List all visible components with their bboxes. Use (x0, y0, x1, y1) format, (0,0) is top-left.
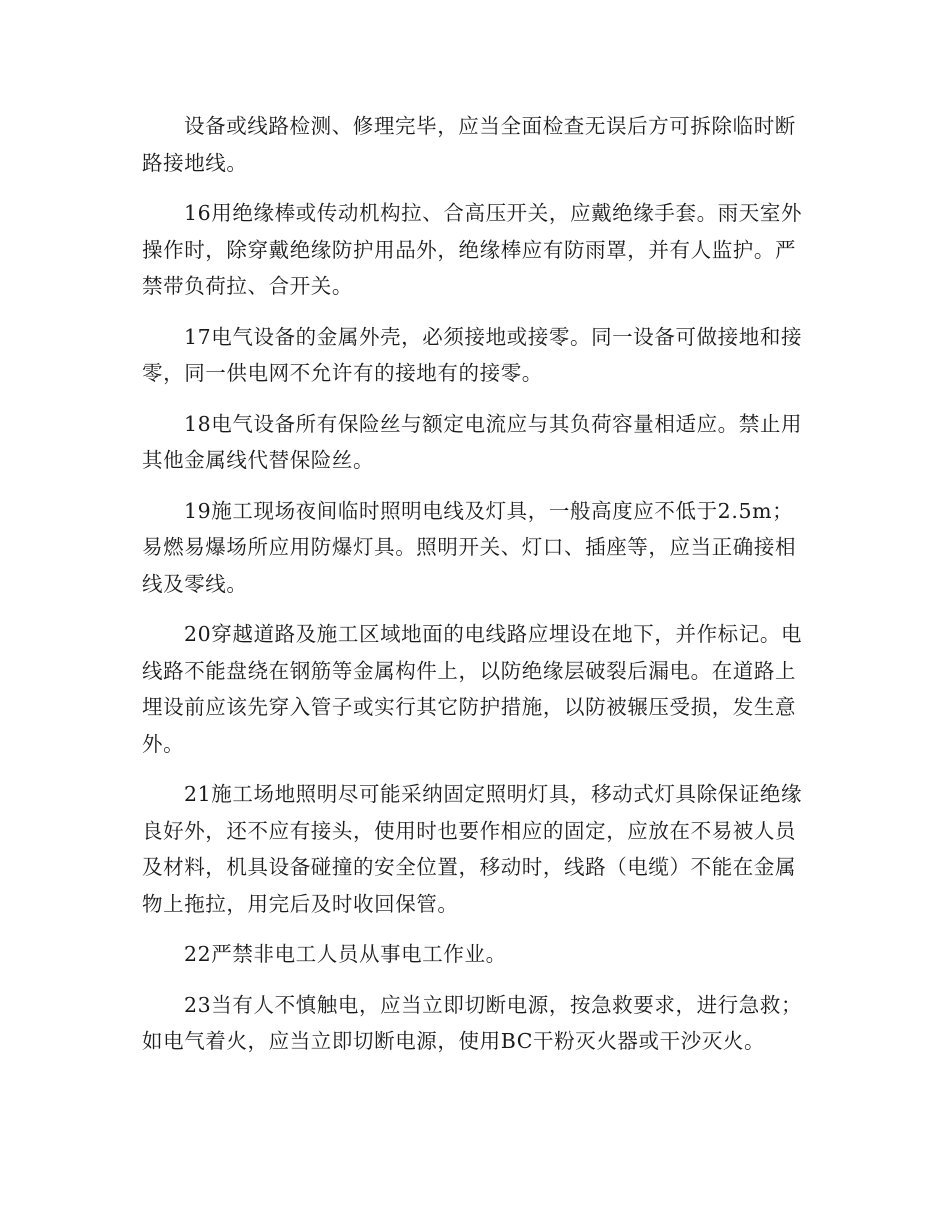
paragraph-16: 16用绝缘棒或传动机构拉、合高压开关，应戴绝缘手套。雨天室外操作时，除穿戴绝缘防护用品外，绝缘棒应有防雨罩，并有人监护。严禁带负荷拉、合开关。 (142, 201, 803, 298)
paragraph-21: 21施工场地照明尽可能采纳固定照明灯具，移动式灯具除保证绝缘良好外，还不应有接头，使用时也要作相应的固定，应放在不易被人员及材料，机具设备碰撞的安全位置，移动时，线路（电缆）不能在金属物上拖拉，用完后及时收回保管。 (142, 782, 803, 916)
paragraph-1: 设备或线路检测、修理完毕，应当全面检查无误后方可拆除临时断路接地线。 (142, 114, 796, 175)
paragraph-20: 20穿越道路及施工区域地面的电线路应埋设在地下，并作标记。电线路不能盘绕在钢筋等金属构件上，以防绝缘层破裂后漏电。在道路上埋设前应该先穿入管子或实行其它防护措施，以防被辗压受损，发生意外。 (142, 622, 803, 756)
paragraph-19: 19施工现场夜间临时照明电线及灯具，一般高度应不低于2.5m；易燃易爆场所应用防爆灯具。照明开关、灯口、插座等，应当正确接相线及零线。 (142, 498, 797, 596)
document-body (142, 108, 812, 1074)
paragraph-17: 17电气设备的金属外壳，必须接地或接零。同一设备可做接地和接零，同一供电网不允许有的接地有的接零。 (142, 324, 803, 385)
paragraph-23: 23当有人不慎触电，应当立即切断电源，按急救要求，进行急救；如电气着火，应当立即切断电源，使用BC干粉灭火器或干沙灭火。 (142, 992, 803, 1053)
paragraph-22: 22严禁非电工人员从事电工作业。 (184, 942, 507, 966)
paragraph-18: 18电气设备所有保险丝与额定电流应与其负荷容量相适应。禁止用其他金属线代替保险丝。 (142, 411, 803, 472)
